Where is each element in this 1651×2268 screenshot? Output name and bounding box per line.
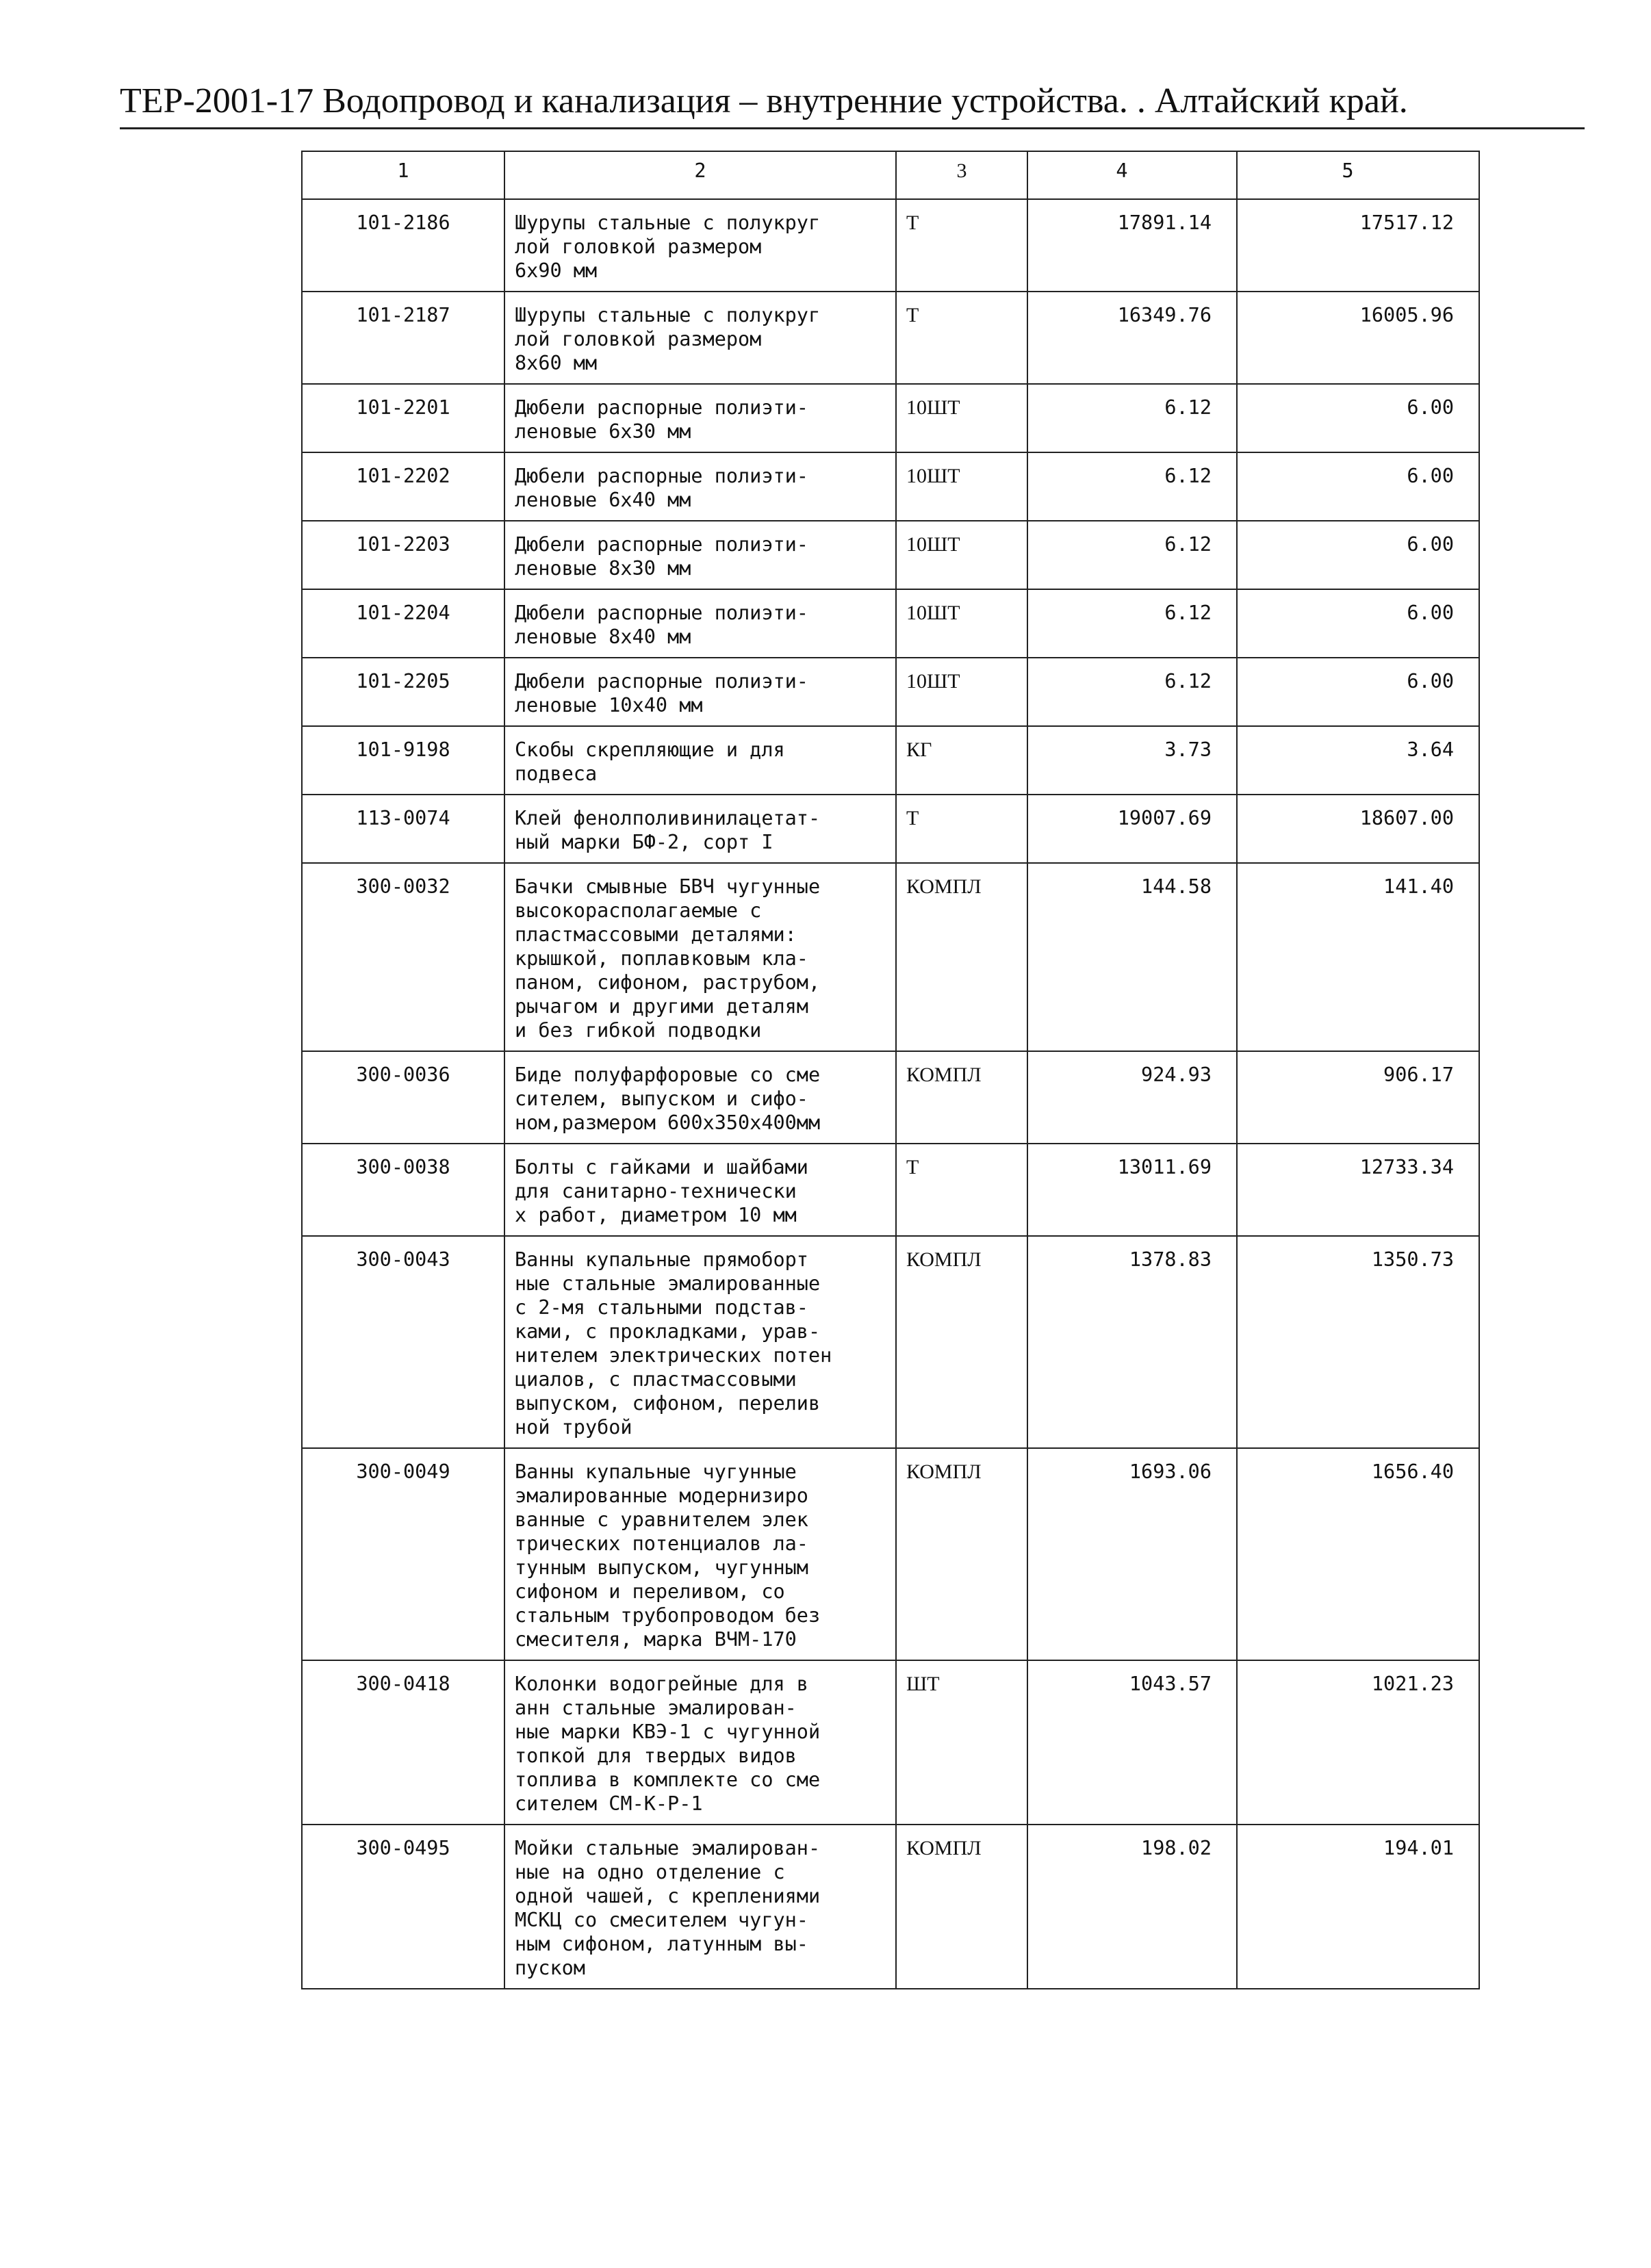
table-row — [302, 452, 1479, 521]
item-name: Дюбели распорные полиэти- леновые 8х30 мм — [504, 521, 896, 589]
item-unit: 10ШТ — [896, 384, 1027, 452]
table-row — [302, 1660, 1479, 1825]
item-unit: Т — [896, 292, 1027, 384]
item-price-2: 1656.40 — [1237, 1448, 1479, 1660]
item-price-2: 141.40 — [1237, 863, 1479, 1051]
item-code: 300-0043 — [302, 1236, 504, 1448]
item-unit: КОМПЛ — [896, 863, 1027, 1051]
table-row — [302, 199, 1479, 292]
item-code: 300-0038 — [302, 1144, 504, 1236]
item-code: 101-2203 — [302, 521, 504, 589]
table-row — [302, 1144, 1479, 1236]
table-body — [302, 199, 1479, 1989]
table-row — [302, 1051, 1479, 1144]
item-name: Колонки водогрейные для в анн стальные эмалирован- ные марки КВЭ-1 с чугунной топкой для твердых видов топлива в комплекте со сме сителем СМ-К-Р-1 — [504, 1660, 896, 1825]
item-price-2: 194.01 — [1237, 1825, 1479, 1989]
table-row — [302, 384, 1479, 452]
item-unit: 10ШТ — [896, 521, 1027, 589]
item-name: Дюбели распорные полиэти- леновые 6х30 мм — [504, 384, 896, 452]
item-price-2: 1350.73 — [1237, 1236, 1479, 1448]
item-unit: Т — [896, 199, 1027, 292]
column-header: 4 — [1027, 151, 1237, 199]
item-unit: Т — [896, 1144, 1027, 1236]
item-unit: КОМПЛ — [896, 1236, 1027, 1448]
item-code: 101-9198 — [302, 726, 504, 795]
item-name: Дюбели распорные полиэти- леновые 6х40 мм — [504, 452, 896, 521]
price-table — [301, 151, 1480, 1989]
item-price-2: 18607.00 — [1237, 795, 1479, 863]
item-name: Клей фенолполивинилацетат- ный марки БФ-2, сорт I — [504, 795, 896, 863]
item-price-1: 924.93 — [1027, 1051, 1237, 1144]
item-price-1: 19007.69 — [1027, 795, 1237, 863]
item-price-1: 6.12 — [1027, 384, 1237, 452]
item-price-1: 6.12 — [1027, 452, 1237, 521]
column-header: 3 — [896, 151, 1027, 199]
item-code: 300-0495 — [302, 1825, 504, 1989]
item-price-1: 144.58 — [1027, 863, 1237, 1051]
item-unit: КГ — [896, 726, 1027, 795]
item-name: Болты с гайками и шайбами для санитарно-технически х работ, диаметром 10 мм — [504, 1144, 896, 1236]
item-name: Дюбели распорные полиэти- леновые 8х40 мм — [504, 589, 896, 658]
item-price-1: 17891.14 — [1027, 199, 1237, 292]
item-price-2: 1021.23 — [1237, 1660, 1479, 1825]
item-unit: КОМПЛ — [896, 1448, 1027, 1660]
item-price-1: 1693.06 — [1027, 1448, 1237, 1660]
item-code: 113-0074 — [302, 795, 504, 863]
item-name: Ванны купальные чугунные эмалированные модернизиро ванные с уравнителем элек трических потенциалов ла- тунным выпуском, чугунным сифоном и переливом, со стальным трубопроводом без смесителя, марка ВЧМ-170 — [504, 1448, 896, 1660]
item-unit: 10ШТ — [896, 589, 1027, 658]
table-row — [302, 589, 1479, 658]
item-price-2: 906.17 — [1237, 1051, 1479, 1144]
item-price-1: 6.12 — [1027, 521, 1237, 589]
table-row — [302, 521, 1479, 589]
item-unit: КОМПЛ — [896, 1825, 1027, 1989]
item-name: Скобы скрепляющие и для подвеса — [504, 726, 896, 795]
column-header: 5 — [1237, 151, 1479, 199]
table-row — [302, 1236, 1479, 1448]
item-unit: 10ШТ — [896, 452, 1027, 521]
item-code: 101-2204 — [302, 589, 504, 658]
item-name: Шурупы стальные с полукруг лой головкой размером 8х60 мм — [504, 292, 896, 384]
item-name: Ванны купальные прямоборт ные стальные эмалированные с 2-мя стальными подстав- ками, с прокладками, урав- нителем электрических потен циалов, с пластмассовыми выпуском, сифоном, перелив ной трубой — [504, 1236, 896, 1448]
item-unit: 10ШТ — [896, 658, 1027, 726]
item-price-1: 6.12 — [1027, 589, 1237, 658]
item-unit: КОМПЛ — [896, 1051, 1027, 1144]
item-price-1: 16349.76 — [1027, 292, 1237, 384]
item-code: 300-0049 — [302, 1448, 504, 1660]
table-row — [302, 795, 1479, 863]
item-name: Шурупы стальные с полукруг лой головкой размером 6х90 мм — [504, 199, 896, 292]
item-price-2: 6.00 — [1237, 384, 1479, 452]
table-row — [302, 292, 1479, 384]
item-code: 101-2187 — [302, 292, 504, 384]
table-row — [302, 1825, 1479, 1989]
item-price-1: 1378.83 — [1027, 1236, 1237, 1448]
item-price-1: 3.73 — [1027, 726, 1237, 795]
item-name: Биде полуфарфоровые со сме сителем, выпуском и сифо- ном,размером 600х350х400мм — [504, 1051, 896, 1144]
item-price-2: 17517.12 — [1237, 199, 1479, 292]
item-price-1: 1043.57 — [1027, 1660, 1237, 1825]
item-code: 101-2202 — [302, 452, 504, 521]
item-code: 300-0036 — [302, 1051, 504, 1144]
item-name: Мойки стальные эмалирован- ные на одно отделение с одной чашей, с креплениями МСКЦ со смесителем чугун- ным сифоном, латунным вы- пуском — [504, 1825, 896, 1989]
item-price-2: 6.00 — [1237, 521, 1479, 589]
table-row — [302, 658, 1479, 726]
item-code: 101-2205 — [302, 658, 504, 726]
item-code: 101-2186 — [302, 199, 504, 292]
item-code: 300-0418 — [302, 1660, 504, 1825]
item-code: 300-0032 — [302, 863, 504, 1051]
item-price-1: 13011.69 — [1027, 1144, 1237, 1236]
item-name: Дюбели распорные полиэти- леновые 10х40 мм — [504, 658, 896, 726]
item-price-2: 6.00 — [1237, 452, 1479, 521]
table-row — [302, 863, 1479, 1051]
item-price-2: 16005.96 — [1237, 292, 1479, 384]
item-unit: ШТ — [896, 1660, 1027, 1825]
column-header: 2 — [504, 151, 896, 199]
column-header: 1 — [302, 151, 504, 199]
table-row — [302, 1448, 1479, 1660]
table-header-row — [302, 151, 1479, 199]
item-price-1: 6.12 — [1027, 658, 1237, 726]
item-price-2: 6.00 — [1237, 589, 1479, 658]
item-code: 101-2201 — [302, 384, 504, 452]
page-title: ТЕР-2001-17 Водопровод и канализация – внутренние устройства. . Алтайский край. — [120, 75, 1585, 129]
item-price-2: 6.00 — [1237, 658, 1479, 726]
item-price-2: 12733.34 — [1237, 1144, 1479, 1236]
item-name: Бачки смывные БВЧ чугунные высокорасполагаемые с пластмассовыми деталями: крышкой, поплавковым кла- паном, сифоном, раструбом, рычагом и другими деталям и без гибкой подводки — [504, 863, 896, 1051]
item-unit: Т — [896, 795, 1027, 863]
item-price-2: 3.64 — [1237, 726, 1479, 795]
table-row — [302, 726, 1479, 795]
item-price-1: 198.02 — [1027, 1825, 1237, 1989]
